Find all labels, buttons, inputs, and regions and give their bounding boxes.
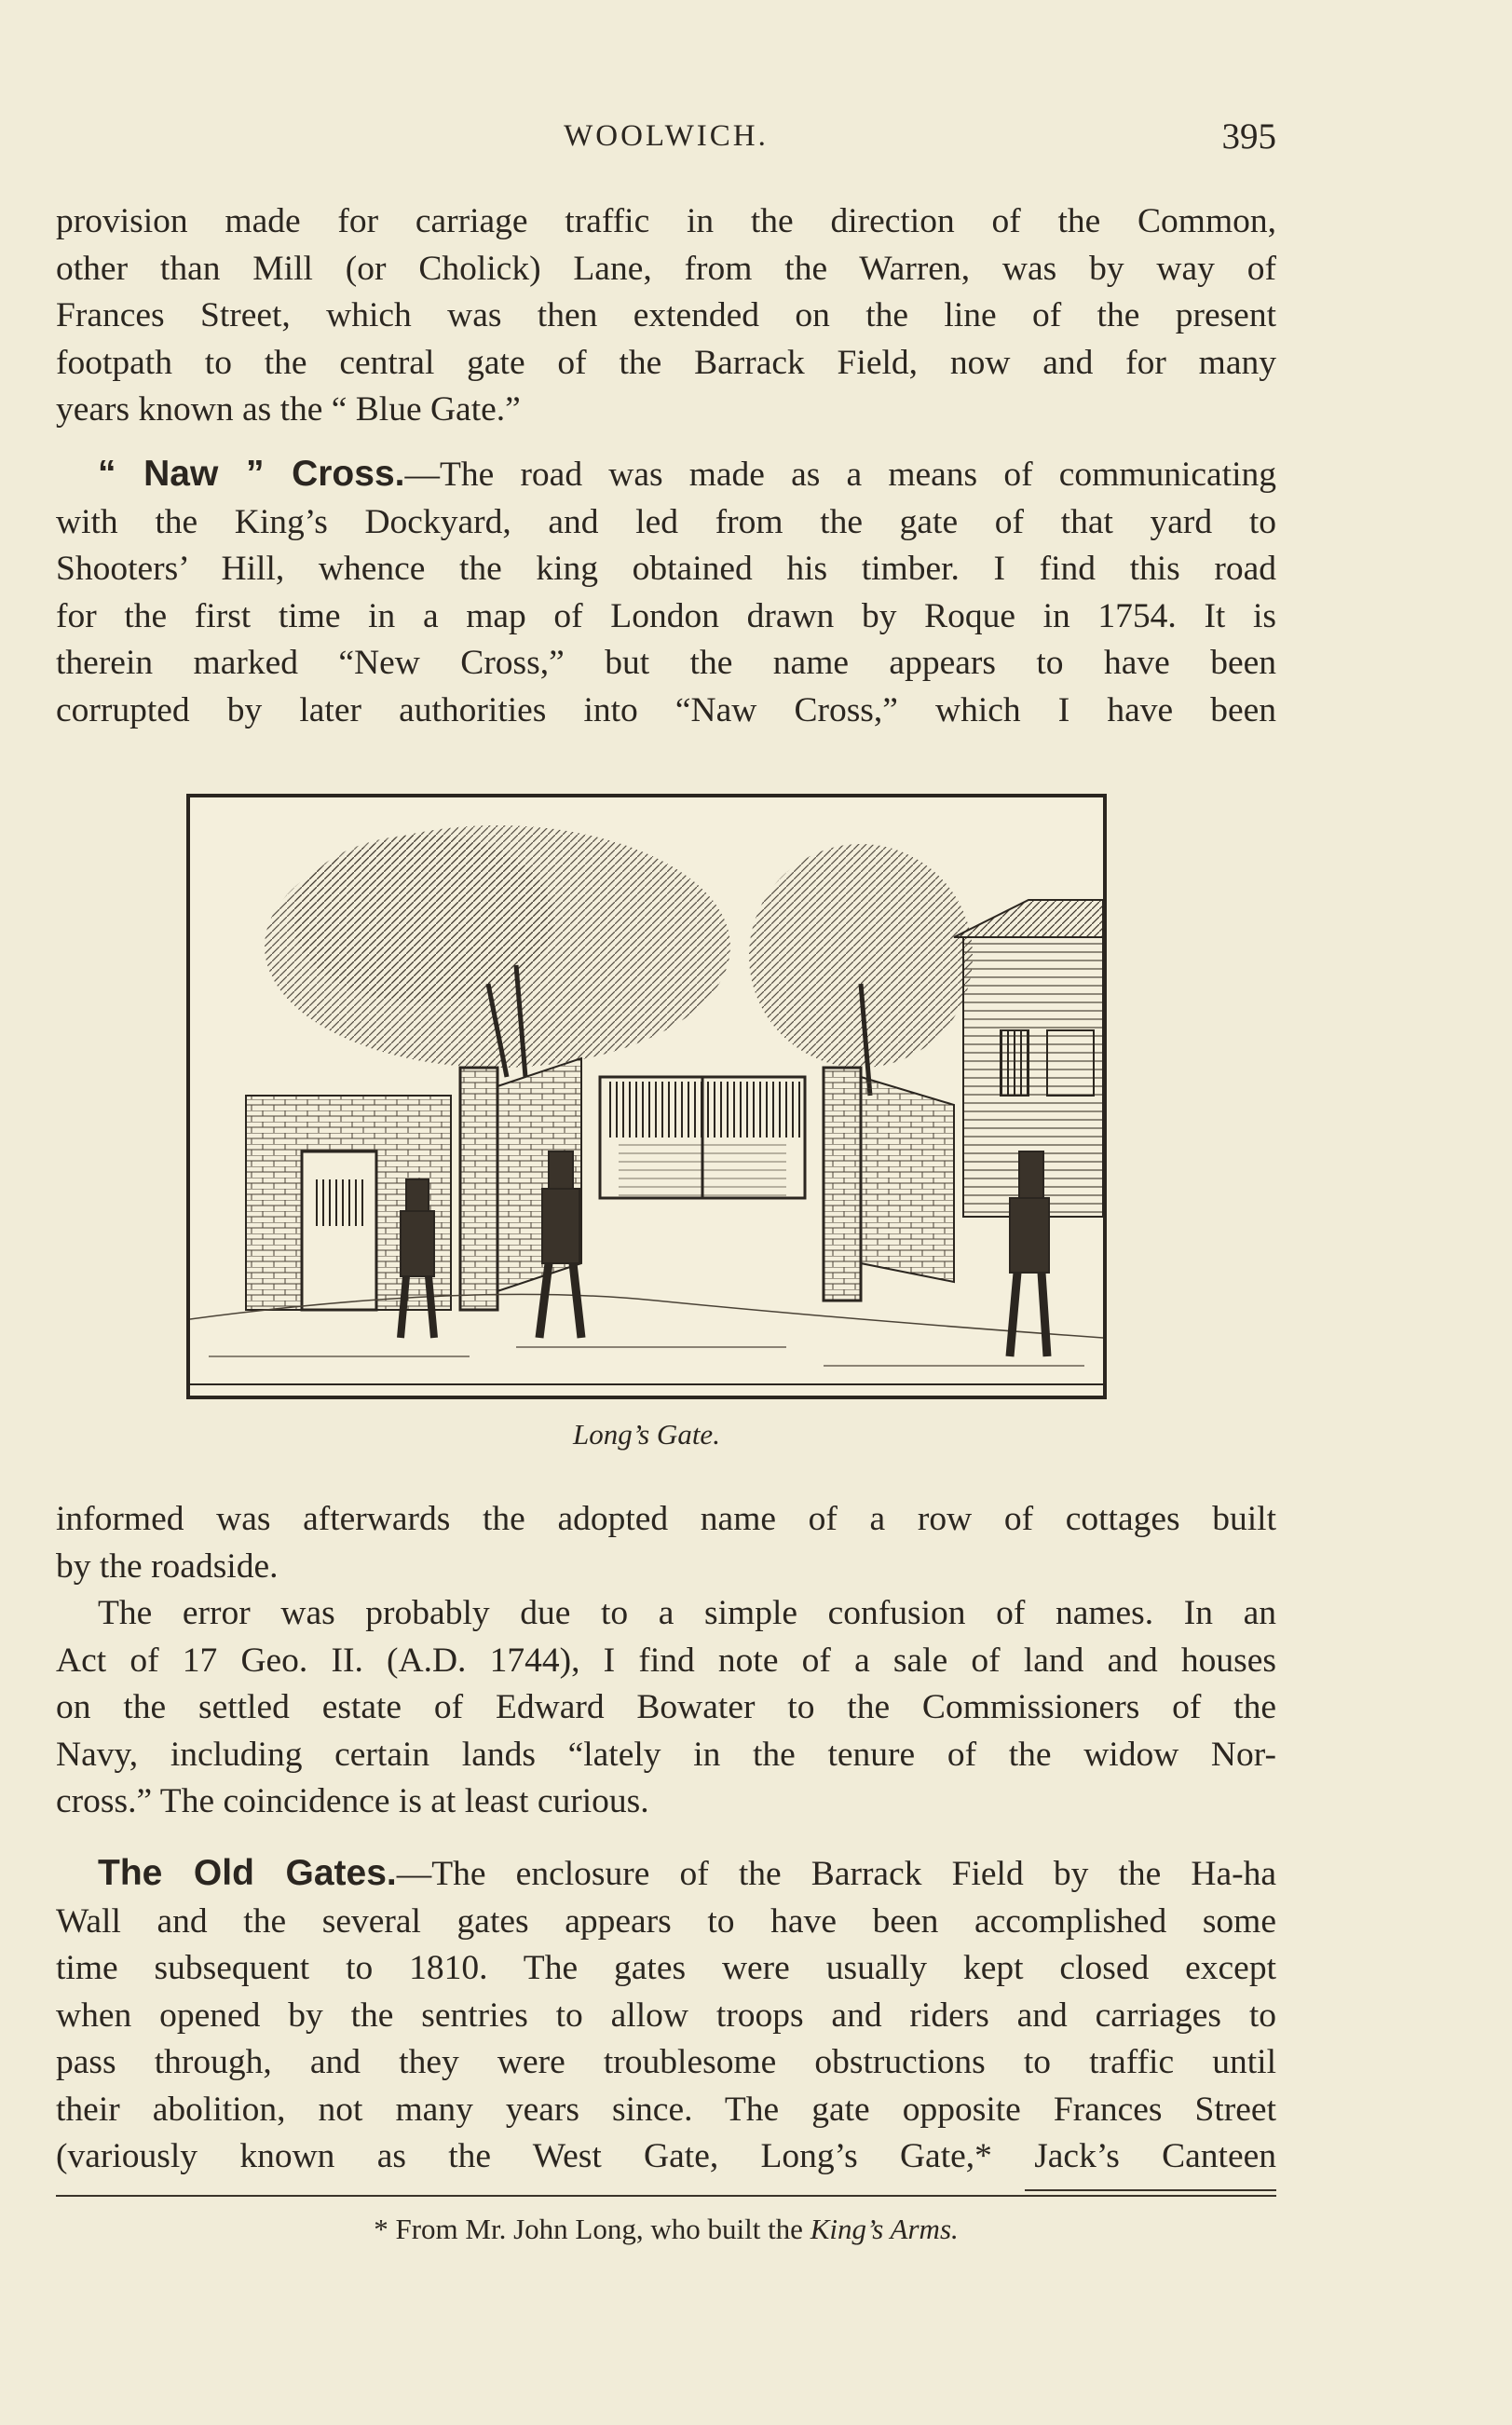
section-heading-naw-cross: “ Naw ” Cross. bbox=[98, 454, 405, 494]
heading-continuation: —The road was made as a means of communicating bbox=[404, 456, 1276, 494]
text-line bbox=[56, 451, 1276, 499]
text-line: with the King’s Dockyard, and led from the gate of that yard to bbox=[56, 502, 1276, 541]
text-line: their abolition, not many years since. The gate opposite Frances Street bbox=[56, 2090, 1276, 2129]
heading-continuation: —The enclosure of the Barrack Field by the Ha-ha bbox=[396, 1855, 1277, 1893]
footnote-rule-short bbox=[1025, 2189, 1276, 2191]
footnote-rule bbox=[56, 2195, 1276, 2197]
text-line: Act of 17 Geo. II. (A.D. 1744), I find note of a sale of land and houses bbox=[56, 1641, 1276, 1680]
figure-caption: Long’s Gate. bbox=[573, 1418, 720, 1451]
text-line: for the first time in a map of London drawn by Roque in 1754. It is bbox=[56, 596, 1276, 635]
text-line: therein marked “New Cross,” but the name appears to have been bbox=[56, 644, 1276, 682]
footnote-italic: King’s Arms. bbox=[810, 2213, 959, 2245]
paragraph-naw-cross bbox=[56, 451, 1276, 734]
footnote-text: * From Mr. John Long, who built the bbox=[374, 2213, 810, 2245]
text-line: years known as the “ Blue Gate.” bbox=[56, 390, 521, 429]
text-line: Shooters’ Hill, whence the king obtained his timber. I find this road bbox=[56, 550, 1276, 588]
paragraph-old-gates bbox=[56, 1850, 1276, 2181]
text-line: by the roadside. bbox=[56, 1546, 279, 1586]
section-heading-old-gates: The Old Gates. bbox=[98, 1853, 397, 1893]
paragraph-informed bbox=[56, 1496, 1276, 1826]
text-line: pass through, and they were troublesome obstructions to traffic until bbox=[56, 2043, 1276, 2081]
text-line: The error was probably due to a simple confusion of names. In an bbox=[98, 1594, 1276, 1632]
text-line: on the settled estate of Edward Bowater to the Commissioners of the bbox=[56, 1688, 1276, 1726]
text-line: Frances Street, which was then extended on the line of the present bbox=[56, 296, 1276, 334]
gate-illustration bbox=[190, 797, 1103, 1396]
text-line: other than Mill (or Cholick) Lane, from the Warren, was by way of bbox=[56, 249, 1276, 288]
text-line: provision made for carriage traffic in the direction of the Common, bbox=[56, 202, 1276, 240]
engraving-longs-gate bbox=[186, 794, 1107, 1399]
text-line: informed was afterwards the adopted name of a row of cottages built bbox=[56, 1500, 1276, 1538]
text-line: cross.” The coincidence is at least curious. bbox=[56, 1782, 649, 1820]
text-line bbox=[56, 1850, 1276, 1899]
text-line: when opened by the sentries to allow troops and riders and carriages to bbox=[56, 1996, 1276, 2035]
page-number: 395 bbox=[1221, 116, 1276, 157]
footnote bbox=[56, 2213, 1276, 2246]
text-line: Wall and the several gates appears to have been accomplished some bbox=[56, 1901, 1276, 1941]
running-title: WOOLWICH. bbox=[564, 119, 769, 153]
text-line: footpath to the central gate of the Barrack Field, now and for many bbox=[56, 343, 1276, 382]
text-line: corrupted by later authorities into “Naw Cross,” which I have been bbox=[56, 690, 1276, 729]
paragraph-provision bbox=[56, 198, 1276, 434]
running-head bbox=[56, 116, 1276, 157]
text-line: Navy, including certain lands “lately in the tenure of the widow Nor- bbox=[56, 1735, 1276, 1774]
text-line: (variously known as the West Gate, Long’s Gate,* Jack’s Canteen bbox=[56, 2137, 1276, 2175]
text-line: time subsequent to 1810. The gates were usually kept closed except bbox=[56, 1949, 1276, 1987]
